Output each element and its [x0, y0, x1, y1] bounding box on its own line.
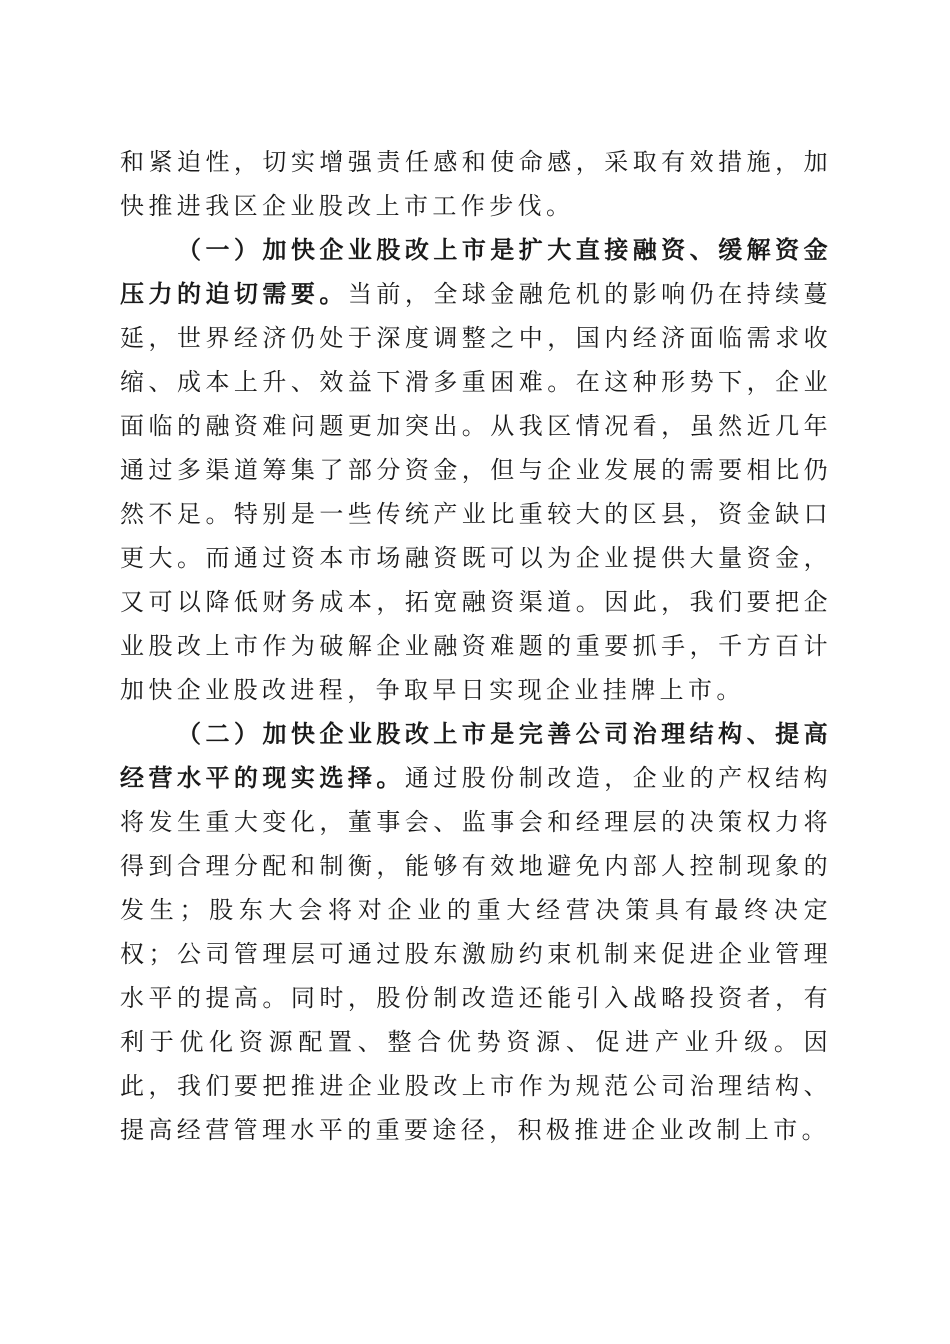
paragraph-continuation: [120, 140, 832, 228]
document-body: [120, 140, 832, 1152]
paragraph-body: 通过股份制改造，企业的产权结构将发生重大变化，董事会、监事会和经理层的决策权力将得到合理分配和制衡，能够有效地避免内部人控制现象的发生；股东大会将对企业的重大经营决策具有最终决定权；公司管理层可通过股东激励约束机制来促进企业管理水平的提高。同时，股份制改造还能引入战略投资者，有利于优化资源配置、整合优势资源、促进产业升级。因此，我们要把推进企业股改上市作为规范公司治理结构、提高经营管理水平的重要途径，积极推进企业改制上市。: [120, 764, 833, 1144]
section-heading: （一）加快企业股改上市是扩大直接融资、缓解资金压力的迫切需要。: [120, 235, 832, 308]
paragraph-section-two: [120, 712, 832, 1152]
section-heading: （二）加快企业股改上市是完善公司治理结构、提高经营水平的现实选择。: [120, 719, 832, 792]
paragraph-section-one: [120, 228, 832, 712]
paragraph-body: 当前，全球金融危机的影响仍在持续蔓延，世界经济仍处于深度调整之中，国内经济面临需求收缩、成本上升、效益下滑多重困难。在这种形势下，企业面临的融资难问题更加突出。从我区情况看，虽然近几年通过多渠道筹集了部分资金，但与企业发展的需要相比仍然不足。特别是一些传统产业比重较大的区县，资金缺口更大。而通过资本市场融资既可以为企业提供大量资金，又可以降低财务成本，拓宽融资渠道。因此，我们要把企业股改上市作为破解企业融资难题的重要抓手，千方百计加快企业股改进程，争取早日实现企业挂牌上市。: [120, 280, 832, 704]
paragraph-body: 和紧迫性，切实增强责任感和使命感，采取有效措施，加快推进我区企业股改上市工作步伐。: [120, 148, 832, 220]
